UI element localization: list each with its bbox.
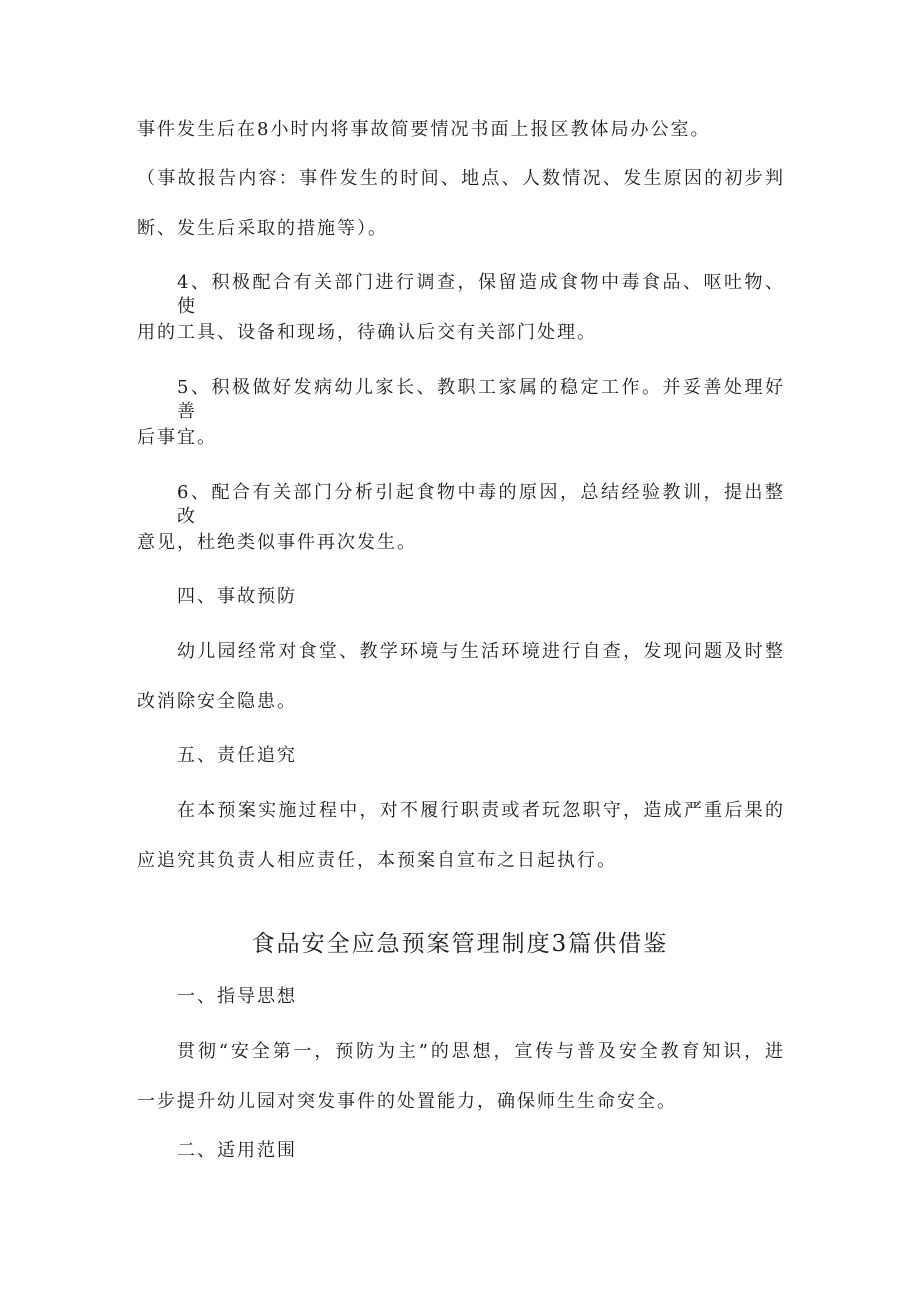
paragraph-text-line: 4、积极配合有关部门进行调查，保留造成食物中毒食品、呕吐物、使 [177, 272, 785, 317]
paragraph-text-line: 一步提升幼儿园对突发事件的处置能力，确保师生生命安全。 [137, 1091, 677, 1112]
section-heading: 二、适用范围 [177, 1140, 297, 1161]
paragraph-text-line: 用的工具、设备和现场，待确认后交有关部门处理。 [137, 322, 597, 343]
section-heading: 一、指导思想 [177, 986, 297, 1007]
paragraph-text-line: 后事宜。 [137, 427, 217, 448]
paragraph-text-line: 意见，杜绝类似事件再次发生。 [137, 532, 417, 553]
paragraph-text-line: （事故报告内容：事件发生的时间、地点、人数情况、发生原因的初步判 [137, 168, 785, 189]
paragraph-text-line: 事件发生后在8小时内将事故简要情况书面上报区教体局办公室。 [137, 119, 711, 140]
paragraph-text-line: 应追究其负责人相应责任，本预案自宣布之日起执行。 [137, 850, 617, 871]
paragraph-text-line: 改消除安全隐患。 [137, 691, 297, 712]
paragraph-text-line: 幼儿园经常对食堂、教学环境与生活环境进行自查，发现问题及时整 [177, 641, 785, 662]
section-heading: 四、事故预防 [177, 586, 297, 607]
paragraph-text-line: 5、积极做好发病幼儿家长、教职工家属的稳定工作。并妥善处理好善 [177, 377, 785, 422]
paragraph-text-line: 在本预案实施过程中，对不履行职责或者玩忽职守，造成严重后果的 [177, 800, 785, 821]
paragraph-text-line: 6、配合有关部门分析引起食物中毒的原因，总结经验教训，提出整改 [177, 482, 785, 527]
paragraph-text-line: 贯彻“安全第一，预防为主”的思想，宣传与普及安全教育知识，进 [177, 1041, 785, 1062]
section-heading: 五、责任追究 [177, 745, 297, 766]
document-title: 食品安全应急预案管理制度3篇供借鉴 [251, 931, 669, 957]
paragraph-text-line: 断、发生后采取的措施等）。 [137, 218, 388, 239]
